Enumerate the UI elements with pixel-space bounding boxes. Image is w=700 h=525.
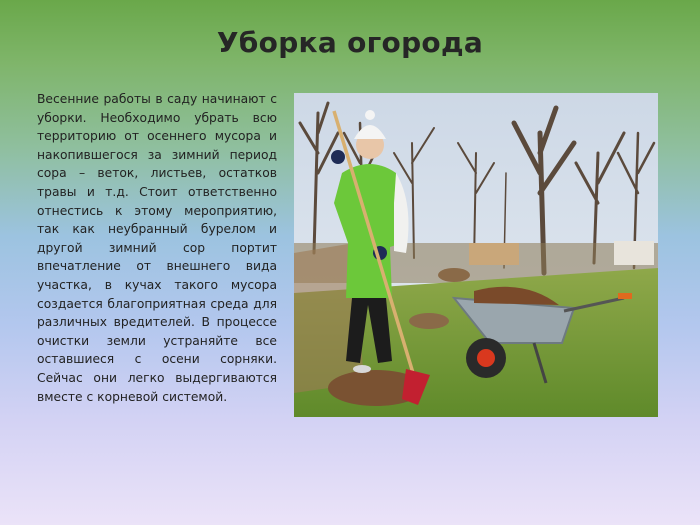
body-line: отнестись к этому мероприятию, — [37, 203, 277, 218]
body-text — [37, 90, 277, 406]
body-line: очистки земли устраняйте все — [37, 333, 277, 348]
body-line: накопившегося за зимний период — [37, 147, 277, 162]
body-line: вместе с корневой системой. — [37, 389, 228, 404]
body-line: участка, в кучах такого мусора — [37, 277, 277, 292]
leaf-pile — [409, 313, 449, 329]
body-line: впечатление от внешнего вида — [37, 259, 277, 274]
gardener-raking-leaves-photo — [294, 93, 658, 417]
body-line: оставшиеся с осени сорняки. — [37, 352, 277, 367]
body-line: другой зимний сор портит — [37, 240, 277, 255]
body-line: различных вредителей. В процессе — [37, 315, 277, 330]
body-line: сора – веток, листьев, остатков — [37, 166, 277, 181]
photo-house — [614, 241, 654, 265]
body-line: Сейчас они легко выдергиваются — [37, 370, 277, 385]
body-line: так как неубранный бурелом и — [37, 222, 277, 237]
body-line: создается благоприятная среда для — [37, 296, 277, 311]
body-line: травы и т.д. Стоит ответственно — [37, 184, 277, 199]
slide-title: Уборка огорода — [216, 26, 484, 59]
photo-fence — [469, 243, 519, 265]
body-line: уборки. Необходимо убрать всю — [37, 110, 277, 125]
body-line: Весенние работы в саду начинают с — [37, 92, 277, 106]
leaf-pile — [438, 268, 470, 282]
body-line: территорию от осеннего мусора и — [37, 129, 277, 144]
